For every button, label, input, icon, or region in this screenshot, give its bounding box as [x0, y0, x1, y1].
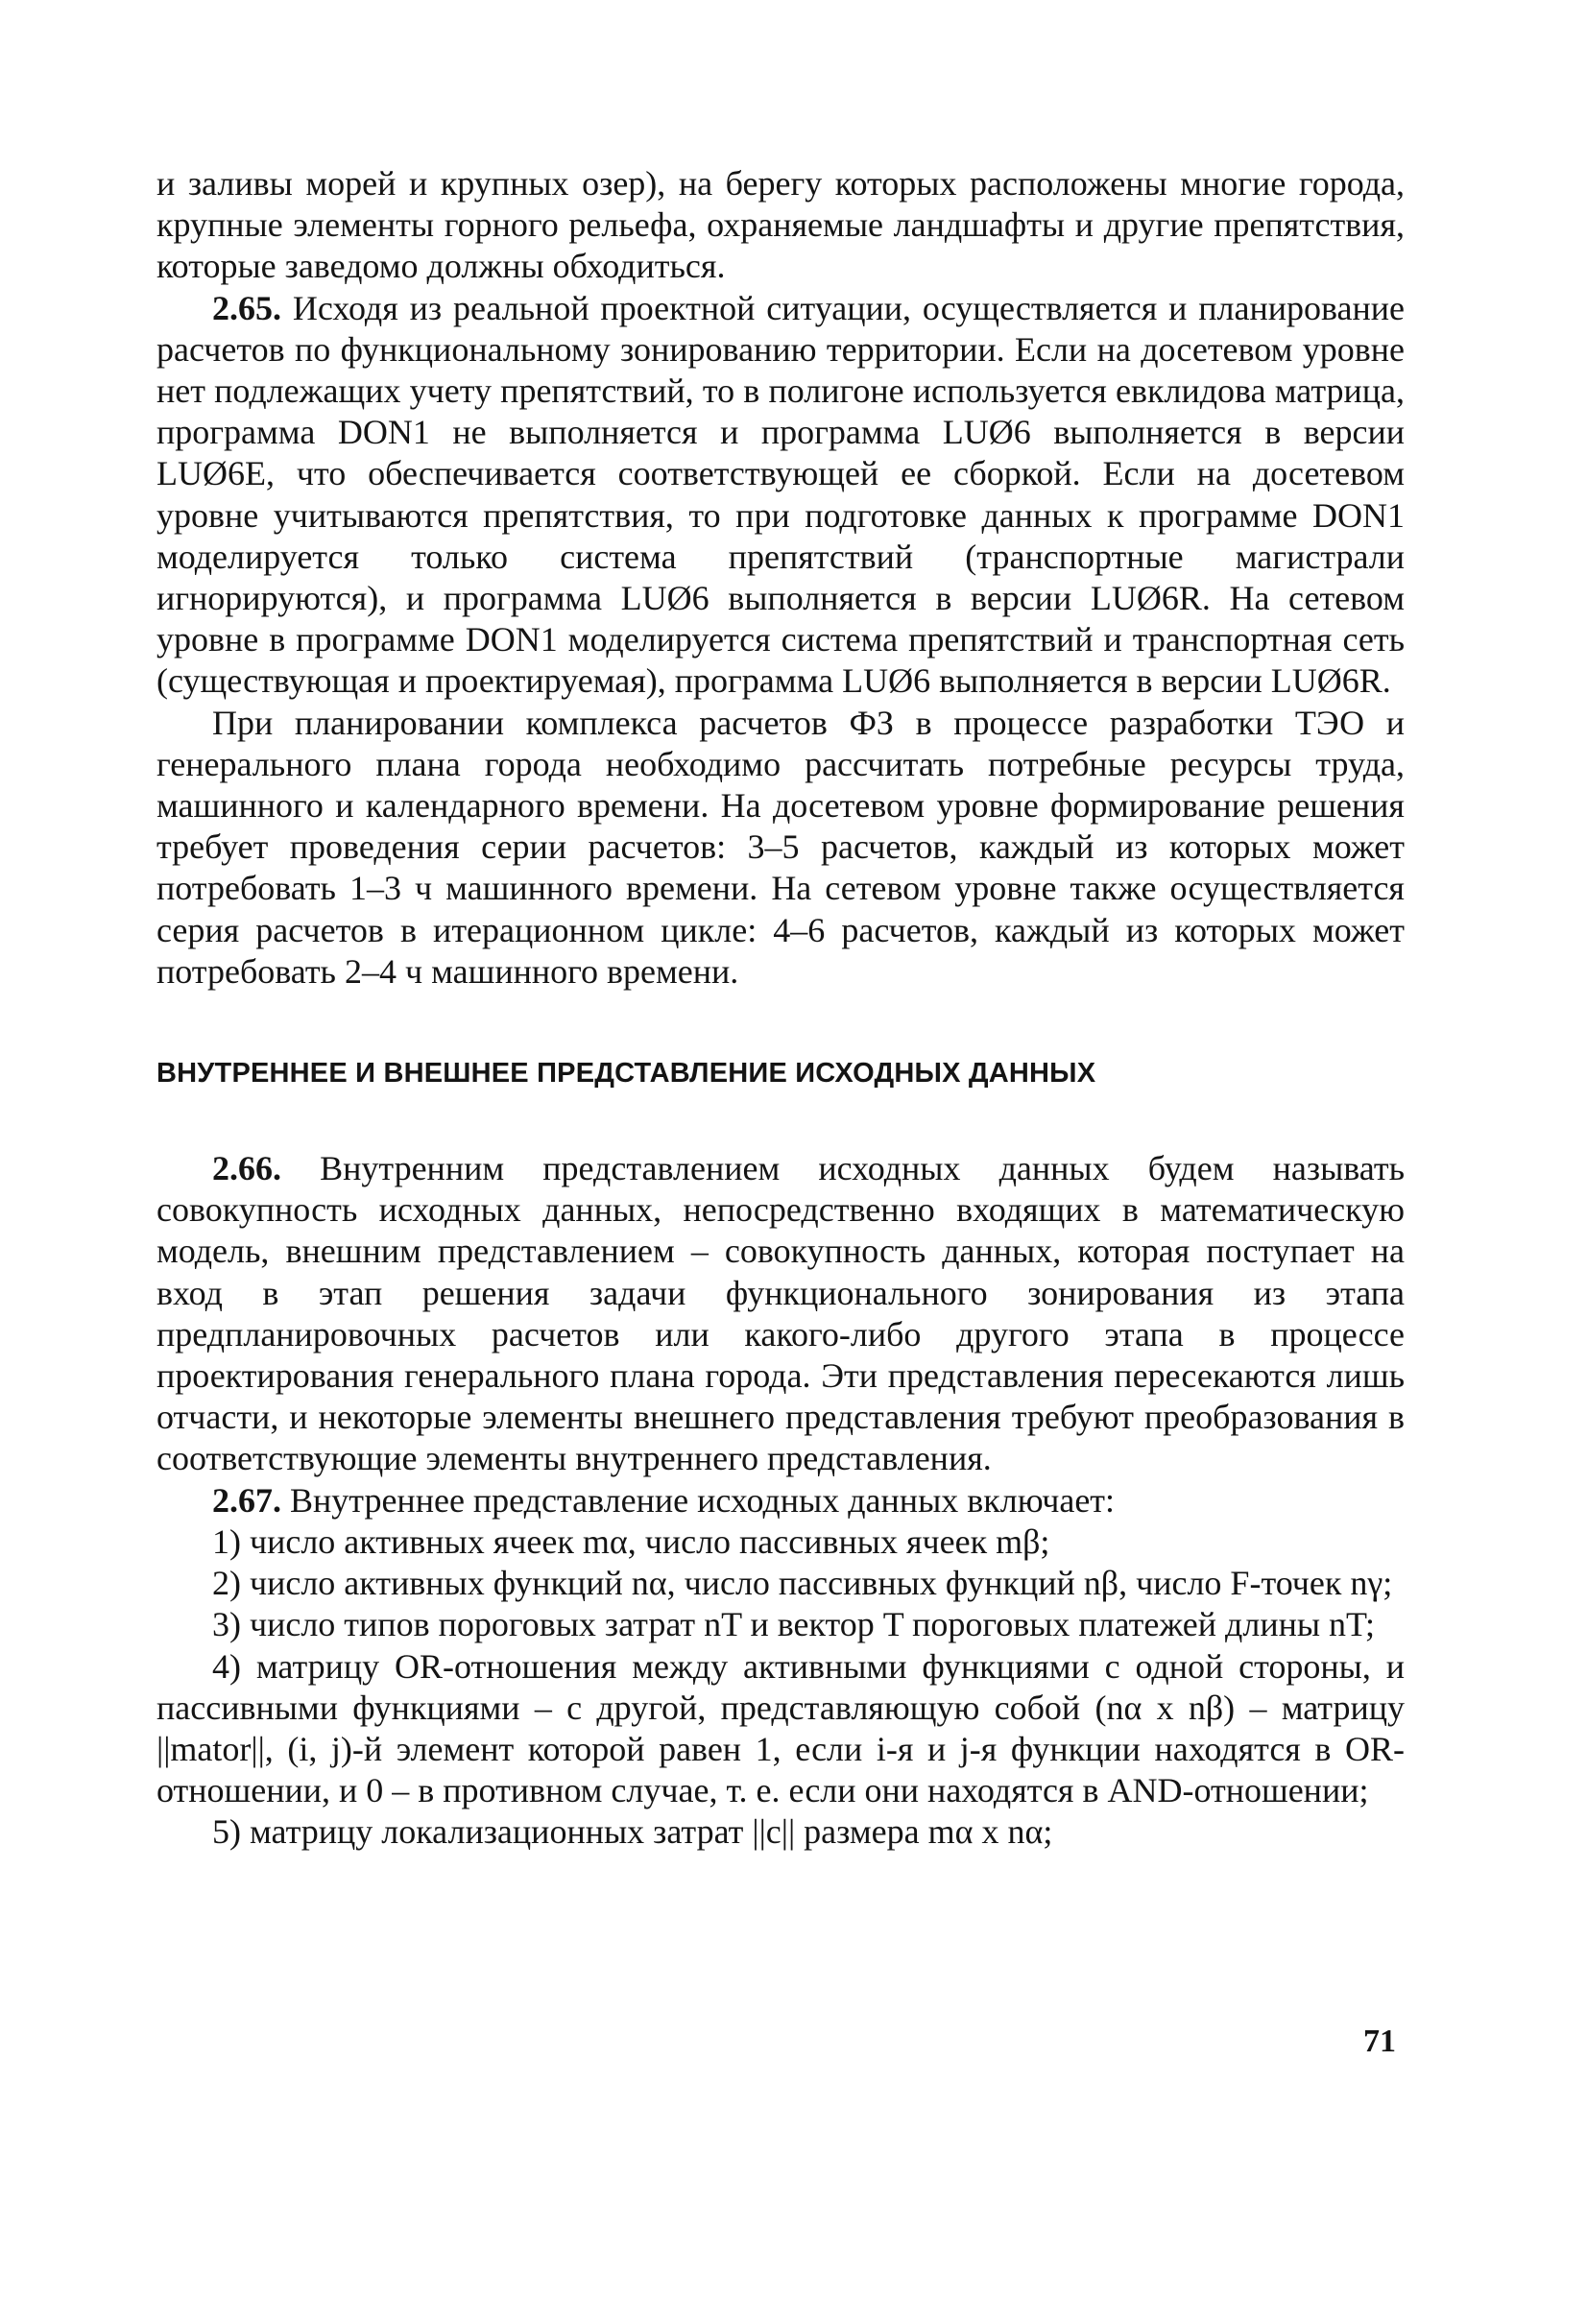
- paragraph-2-66: [156, 1148, 1405, 1480]
- section-number-2-65: 2.65.: [212, 288, 281, 327]
- paragraph-2-65-text: Исходя из реальной проектной ситуации, осуществляется и планирование расчетов по функциональному зонированию территории. Если на досетевом уровне нет подлежащих учету препятствий, то в полигоне используется евклидова матрица, программа DON1 не выполняется и программа LUØ6 выполняется в версии LUØ6E, что обеспечивается соответствующей ее сборкой. Если на досетевом уровне учитываются препятствия, то при подготовке данных к программе DON1 моделируется только система препятствий (транспортные магистрали игнорируются), и программа LUØ6 выполняется в версии LUØ6R. На сетевом уровне в программе DON1 моделируется система препятствий и транспортная сеть (существующая и проектируемая), программа LUØ6 выполняется в версии LUØ6R.: [156, 288, 1405, 701]
- section-number-2-67: 2.67.: [212, 1480, 281, 1520]
- paragraph-2-66-text: Внутренним представлением исходных данных будем называть совокупность исходных данных, непосредственно входящих в математическую модель, внешним представлением – совокупность данных, которая поступает на вход в этап решения задачи функционального зонирования из этапа предпланировочных расчетов или какого-либо другого этапа в процессе проектирования генерального плана города. Эти представления пересекаются лишь отчасти, и некоторые элементы внешнего представления требуют преобразования в соответствующие элементы внутреннего представления.: [156, 1149, 1405, 1478]
- list-item-1: 1) число активных ячеек mα, число пассивных ячеек mβ;: [212, 1521, 1050, 1561]
- page-number: 71: [1363, 2024, 1396, 2059]
- section-number-2-66: 2.66.: [212, 1149, 281, 1188]
- paragraph-2-67-text: Внутреннее представление исходных данных включает:: [281, 1480, 1116, 1520]
- paragraph-planning: При планировании комплекса расчетов ФЗ в процессе разработки ТЭО и генерального плана города необходимо рассчитать потребные ресурсы труда, машинного и календарного времени. На досетевом уровне формирование решения требует проведения серии расчетов: 3–5 расчетов, каждый из которых может потребовать 1–3 ч машинного времени. На сетевом уровне также осуществляется серия расчетов в итерационном цикле: 4–6 расчетов, каждый из которых может потребовать 2–4 ч машинного времени.: [156, 703, 1405, 991]
- list-item-5: 5) матрицу локализационных затрат ||c|| размера mα x nα;: [212, 1812, 1053, 1852]
- paragraph-continuation: и заливы морей и крупных озер), на берегу которых расположены многие города, крупные элементы горного рельефа, охраняемые ландшафты и другие препятствия, которые заведомо должны обходиться.: [156, 164, 1405, 286]
- list-item-2: 2) число активных функций nα, число пассивных функций nβ, число F-точек nγ;: [212, 1564, 1393, 1603]
- section-heading: ВНУТРЕННЕЕ И ВНЕШНЕЕ ПРЕДСТАВЛЕНИЕ ИСХОДНЫХ ДАННЫХ: [156, 1058, 1096, 1090]
- list-item-3: 3) число типов пороговых затрат nT и вектор T пороговых платежей длины nT;: [212, 1605, 1376, 1644]
- page-body: [156, 163, 1405, 1854]
- paragraph-2-65: [156, 288, 1405, 703]
- paragraph-2-67: [156, 1480, 1405, 1521]
- list-item-4: 4) матрицу OR-отношения между активными функциями с одной стороны, и пассивными функциями – с другой, представляющую собой (nα x nβ) – матрицу ||mator||, (i, j)-й элемент которой равен 1, если i-я и j-я функции находятся в OR-отношении, и 0 – в противном случае, т. е. если они находятся в AND-отношении;: [156, 1646, 1405, 1810]
